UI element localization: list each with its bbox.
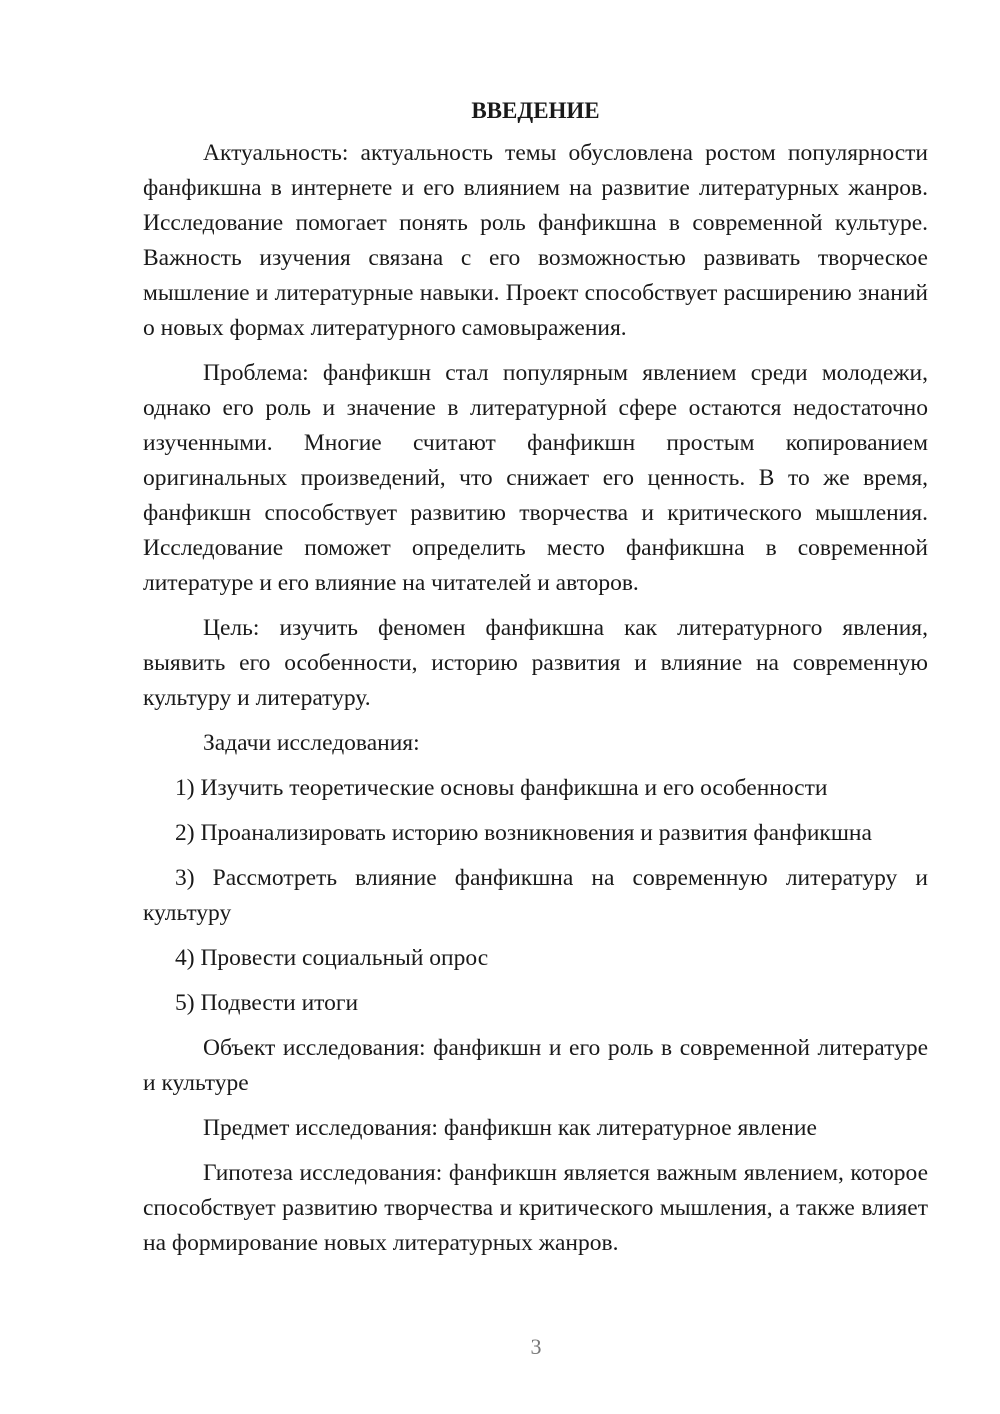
page-number: 3 — [530, 1334, 542, 1359]
goal-paragraph: Цель: изучить феномен фанфикшна как литературного явления, выявить его особенности, историю развития и влияние на современную культуру и литературу. — [143, 615, 928, 711]
task-item-2: 2) Проанализировать историю возникновения и развития фанфикшна — [175, 820, 872, 846]
task-item-4: 4) Провести социальный опрос — [175, 945, 489, 971]
tasks-title: Задачи исследования: — [203, 730, 420, 756]
task-item-5: 5) Подвести итоги — [175, 990, 359, 1016]
relevance-paragraph: Актуальность: актуальность темы обусловлена ростом популярности фанфикшна в интернете и его влиянием на развитие литературных жанров. Исследование помогает понять роль фанфикшна в современной культуре. Важность изучения связана с его возможностью развивать творческое мышление и литературные навыки. Проект способствует расширению знаний о новых формах литературного самовыражения. — [143, 140, 928, 341]
page-title: ВВЕДЕНИЕ — [471, 98, 600, 123]
document-page — [143, 96, 928, 1271]
object-paragraph: Объект исследования: фанфикшн и его роль в современной литературе и культуре — [143, 1035, 928, 1096]
task-item-1: 1) Изучить теоретические основы фанфикшна и его особенности — [175, 775, 828, 801]
problem-paragraph: Проблема: фанфикшн стал популярным явлением среди молодежи, однако его роль и значение в литературной сфере остаются недостаточно изученными. Многие считают фанфикшн простым копированием оригинальных произведений, что снижает его ценность. В то же время, фанфикшн способствует развитию творчества и критического мышления. Исследование поможет определить место фанфикшна в современной литературе и его влияние на читателей и авторов. — [143, 360, 928, 596]
task-item-3: 3) Рассмотреть влияние фанфикшна на современную литературу и культуру — [143, 865, 928, 926]
hypothesis-paragraph: Гипотеза исследования: фанфикшн является важным явлением, которое способствует развитию творчества и критического мышления, а также влияет на формирование новых литературных жанров. — [143, 1160, 928, 1256]
subject-paragraph: Предмет исследования: фанфикшн как литературное явление — [203, 1115, 817, 1141]
